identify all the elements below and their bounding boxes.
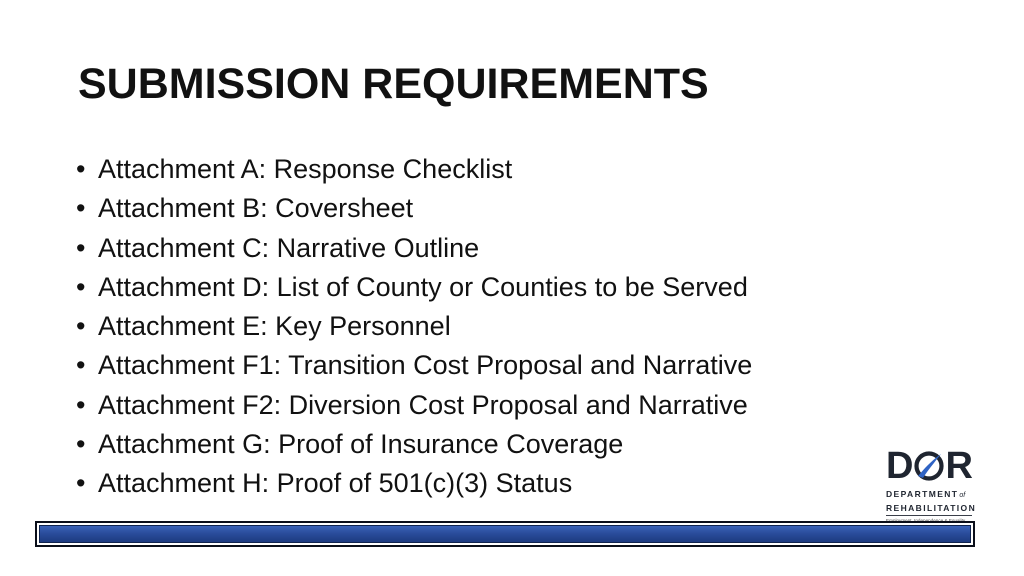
logo-line1: DEPARTMENT xyxy=(886,489,959,499)
logo-of: of xyxy=(959,492,966,499)
bullet-glyph: • xyxy=(76,468,86,499)
list-item-text: Attachment E: Key Personnel xyxy=(98,311,451,342)
logo-department-line xyxy=(886,490,980,500)
bullet-glyph: • xyxy=(76,193,86,224)
logo-swoosh-icon xyxy=(914,451,944,481)
bullet-glyph: • xyxy=(76,389,86,420)
logo-letter-d: D xyxy=(886,445,914,487)
list-item-text: Attachment B: Coversheet xyxy=(98,193,414,224)
logo-rehabilitation-line: REHABILITATION xyxy=(886,503,977,513)
list-item-text: Attachment D: List of County or Counties to be Served xyxy=(98,271,748,302)
list-item xyxy=(76,268,752,307)
bullet-glyph: • xyxy=(76,232,86,263)
bullet-glyph: • xyxy=(76,154,86,184)
logo-letter-r: R xyxy=(945,445,973,487)
list-item-text: Attachment A: Response Checklist xyxy=(98,154,513,184)
list-item-text: Attachment C: Narrative Outline xyxy=(98,232,480,263)
bullet-glyph: • xyxy=(76,350,86,381)
list-item xyxy=(76,346,752,385)
list-item xyxy=(76,229,752,268)
footer-bar-fill xyxy=(39,525,971,543)
bullet-glyph: • xyxy=(76,271,86,302)
list-item-text: Attachment F2: Diversion Cost Proposal and Narrative xyxy=(98,389,748,420)
slide-title: SUBMISSION REQUIREMENTS xyxy=(78,60,709,108)
footer-bar xyxy=(35,521,975,547)
list-item xyxy=(76,307,752,346)
list-item xyxy=(76,189,752,228)
list-item xyxy=(76,386,752,425)
logo-mark xyxy=(886,446,980,486)
list-item xyxy=(76,464,752,503)
attachment-list xyxy=(76,150,752,504)
list-item xyxy=(76,425,752,464)
list-item-text: Attachment G: Proof of Insurance Coverage xyxy=(98,429,624,460)
dor-logo xyxy=(886,446,980,518)
bullet-glyph: • xyxy=(76,429,86,460)
bullet-glyph: • xyxy=(76,311,86,342)
logo-divider xyxy=(886,515,972,516)
list-item xyxy=(76,150,752,189)
list-item-text: Attachment H: Proof of 501(c)(3) Status xyxy=(98,468,573,499)
list-item-text: Attachment F1: Transition Cost Proposal and Narrative xyxy=(98,350,753,381)
